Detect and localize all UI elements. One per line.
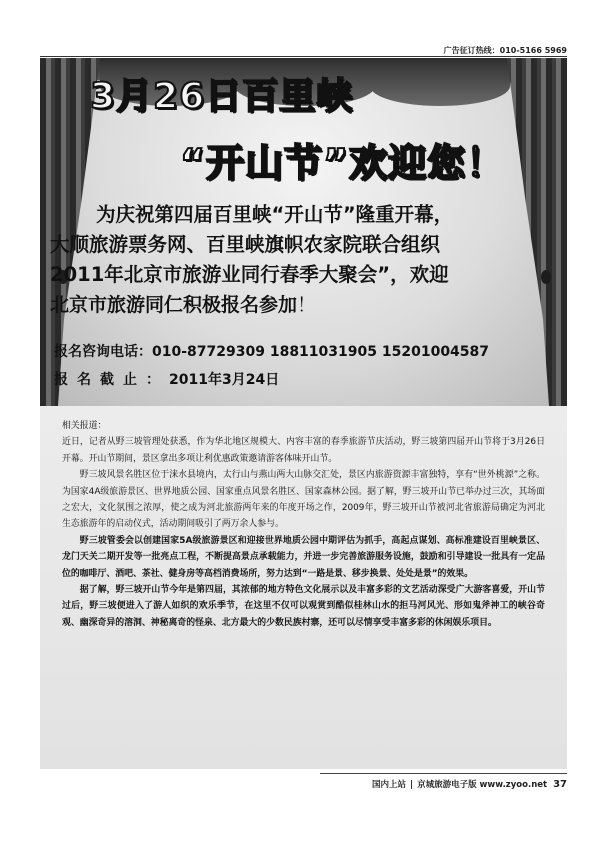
- headline-line-4: [50, 290, 560, 320]
- headline-line-4-tail: ！: [297, 294, 317, 316]
- headline-line-3: 2011年北京市旅游业同行春季大聚会”，欢迎: [50, 263, 449, 286]
- registration-deadline: [54, 369, 279, 389]
- contact-label: 报名咨询电话：: [54, 344, 152, 360]
- article-paragraph-3: 野三坡管委会以创建国家5A级旅游景区和迎接世界地质公园中期评估为抓手，高起点谋划、高标准建设百里峡景区、龙门天关二期开发等一批亮点工程，不断提高景点承载能力，并进一步完善旅游服务设施，鼓励和引导建设一批具有一定品位的咖啡厅、酒吧、茶社、健身房等高档消费场所，努力达到“一路是景、移步换景、处处是景”的效果。: [62, 535, 545, 579]
- poster-title-festival: “开山节”欢迎您！: [180, 141, 505, 185]
- article-heading: 相关报道：: [62, 421, 107, 431]
- footer-rule: [320, 773, 567, 774]
- ad-hotline: 广告征订热线：010-5166 5969: [443, 46, 567, 55]
- headline-line-4-text: 北京市旅游同仁积极报名参加: [50, 294, 298, 316]
- top-rule: [40, 56, 567, 57]
- page-footer: [372, 778, 567, 790]
- article-paragraph-2: 野三坡风景名胜区位于涞水县境内，太行山与燕山两大山脉交汇处，景区内旅游资源丰富独特，享有“世外桃源”之称。为国家4A级旅游景区、世界地质公园、国家重点风景名胜区、国家森林公园。据了解，野三坡开山节已举办过三次，其场面之宏大，文化氛围之浓厚，使之成为河北旅游两年来的年度开场之作，2009年，野三坡开山节被河北省旅游局确定为河北生态旅游年的启动仪式，活动期间吸引了两万余人参与。: [62, 470, 545, 530]
- deadline-value: 2011年3月24日: [169, 372, 280, 388]
- footer-publication: 京城旅游电子版 www.zyoo.net: [417, 780, 548, 790]
- headline-line-1: 为庆祝第四届百里峡“开山节”隆重开幕，: [96, 203, 454, 226]
- article-paragraph-4: 据了解，野三坡开山节今年是第四届，其浓郁的地方特色文化展示以及丰富多彩的文艺活动深受广大游客喜爱，开山节过后，野三坡便进入了游人如织的欢乐季节，在这里不仅可以观赏到酷似桂林山水的拒马河风光、形如鬼斧神工的峡谷奇观、幽深奇异的溶洞、神秘离奇的怪泉、北方最大的少数民族村寨，还可以尽情享受丰富多彩的休闲娱乐项目。: [62, 585, 545, 628]
- article-paragraph-1: 近日，记者从野三坡管理处获悉，作为华北地区规模大、内容丰富的春季旅游节庆活动，野三坡第四届开山节将于3月26日开幕。开山节期间，景区拿出多项让利优惠政策邀请游客体味开山节。: [62, 437, 545, 464]
- contact-phone: [54, 341, 489, 361]
- footer-separator: |: [409, 780, 414, 790]
- page-number: 37: [553, 779, 567, 790]
- deadline-label: 报名截止：: [54, 372, 169, 388]
- contact-numbers: 010-87729309 18811031905 15201004587: [152, 344, 490, 360]
- poster-headline: [50, 200, 560, 320]
- footer-section: 国内上站: [371, 780, 406, 790]
- event-poster: [40, 58, 567, 406]
- poster-title-date: 3月26日百里峡: [90, 76, 354, 117]
- headline-line-2: 大顺旅游票务网、百里峡旗帜农家院联合组织: [50, 233, 441, 256]
- related-report: [40, 406, 567, 769]
- curtain-swag-right: [370, 66, 510, 106]
